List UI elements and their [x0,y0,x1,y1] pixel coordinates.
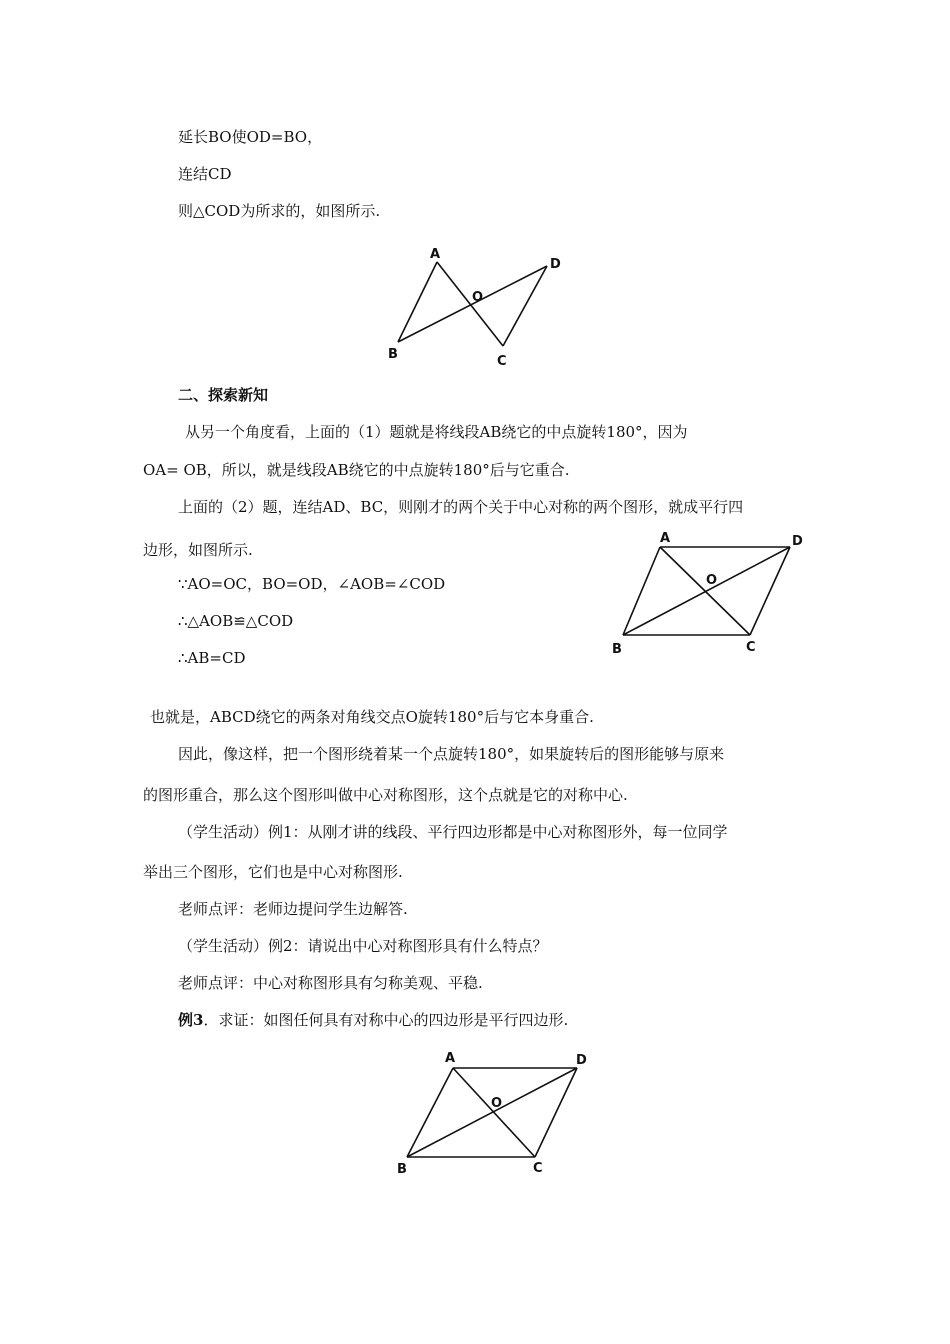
example-3-line [178,1010,568,1030]
section-heading: 二、探索新知 [178,386,269,404]
label-o: O [472,290,484,305]
segment-ab [407,1068,453,1157]
example-3-text: ．求证：如图任何具有对称中心的四边形是平行四边形. [203,1011,569,1029]
label-b: B [388,347,398,362]
figure-parallelogram-3 [385,1040,600,1180]
label-b: B [612,642,622,657]
text-line: 举出三个图形，它们也是中心对称图形. [143,863,403,881]
text-line: （学生活动）例1：从刚才讲的线段、平行四边形都是中心对称图形外，每一位同学 [178,823,728,841]
label-a: A [430,247,441,262]
example-3-label: 例3 [178,1011,204,1029]
label-d: D [550,257,561,272]
figure-parallelogram-2 [600,525,810,660]
label-d: D [576,1053,587,1068]
text-line: 从另一个角度看，上面的（1）题就是将线段AB绕它的中点旋转180°，因为 [185,423,688,441]
segment-ac [437,262,503,346]
text-line: （学生活动）例2：请说出中心对称图形具有什么特点？ [178,937,548,955]
label-d: D [792,534,803,549]
text-line: OA= OB，所以，就是线段AB绕它的中点旋转180°后与它重合. [143,461,570,479]
text-line: 边形，如图所示. [143,541,253,559]
text-line: 老师点评：中心对称图形具有匀称美观、平稳. [178,974,483,992]
segment-cd [535,1068,577,1157]
segment-cd [750,547,790,635]
diagonal-bd [623,547,790,635]
diagonal-bd [407,1068,577,1157]
diagonal-ac [453,1068,535,1157]
label-c: C [497,354,507,369]
text-line: 因此，像这样，把一个图形绕着某一个点旋转180°，如果旋转后的图形能够与原来 [178,745,725,763]
text-line: 则△COD为所求的，如图所示. [178,202,381,220]
text-line: 延长BO使OD=BO， [178,128,323,146]
text-line: 也就是，ABCD绕它的两条对角线交点O旋转180°后与它本身重合. [150,708,594,726]
text-line: 的图形重合，那么这个图形叫做中心对称图形，这个点就是它的对称中心. [143,786,628,804]
text-line: 上面的（2）题，连结AD、BC，则刚才的两个关于中心对称的两个图形，就成平行四 [178,498,744,516]
label-c: C [533,1161,543,1176]
text-line: ∴△AOB≌△COD [178,612,294,630]
text-line: ∵AO=OC，BO=OD，∠AOB=∠COD [178,575,446,593]
label-c: C [746,640,756,655]
figure-triangles-aob-cod [380,240,580,375]
segment-ab [623,547,660,635]
text-line: 老师点评：老师边提问学生边解答. [178,900,408,918]
label-o: O [491,1096,503,1111]
text-line: 连结CD [178,165,232,183]
label-o: O [706,573,718,588]
label-b: B [397,1162,407,1177]
label-a: A [445,1051,456,1066]
label-a: A [660,531,671,546]
text-line: ∴AB=CD [178,649,246,667]
segment-ab [398,262,437,342]
